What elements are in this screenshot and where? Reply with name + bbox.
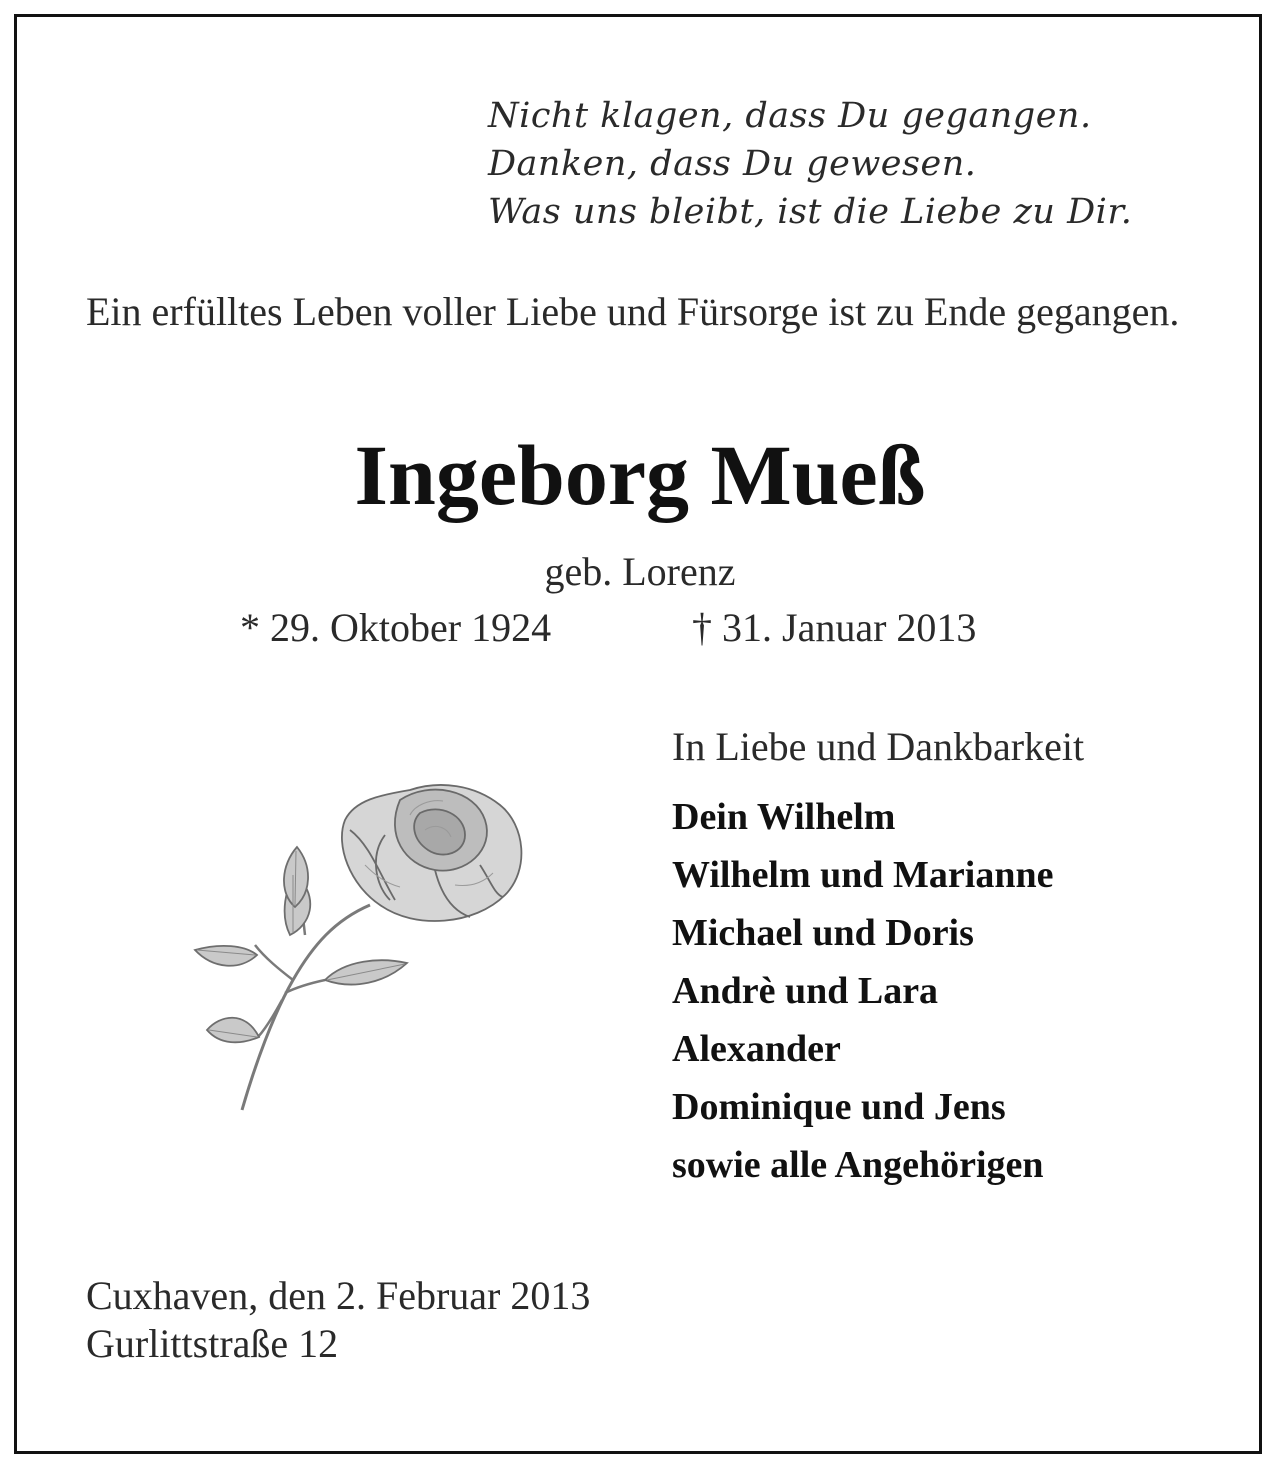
- place-and-date: [86, 1272, 786, 1368]
- mourner-name: Michael und Doris: [672, 912, 974, 954]
- mourner-name: Alexander: [672, 1028, 841, 1070]
- mourner-name: Dein Wilhelm: [672, 796, 896, 838]
- deceased-name: Ingeborg Mueß: [354, 427, 926, 523]
- death-date: † 31. Januar 2013: [692, 605, 977, 650]
- birth-date: * 29. Oktober 1924: [240, 605, 552, 650]
- mourner-name: Wilhelm und Marianne: [672, 854, 1054, 896]
- poem-line: Nicht klagen, dass Du gegangen.: [488, 96, 1092, 136]
- rose-icon: [185, 775, 535, 1120]
- poem-line: Was uns bleibt, ist die Liebe zu Dir.: [488, 192, 1133, 232]
- poem: [488, 92, 1208, 236]
- poem-line: Danken, dass Du gewesen.: [488, 144, 977, 184]
- mourners-lead: In Liebe und Dankbarkeit: [672, 724, 1085, 769]
- city-date: Cuxhaven, den 2. Februar 2013: [86, 1273, 591, 1318]
- mourner-name: Andrè und Lara: [672, 970, 939, 1012]
- maiden-name: geb. Lorenz: [544, 549, 736, 594]
- mourner-name: sowie alle Angehörigen: [672, 1144, 1044, 1186]
- mourner-name: Dominique und Jens: [672, 1086, 1006, 1128]
- mourners-list: [672, 722, 1232, 1194]
- address: Gurlittstraße 12: [86, 1321, 339, 1366]
- intro-text: Ein erfülltes Leben voller Liebe und Fürsorge ist zu Ende gegangen.: [86, 289, 1180, 334]
